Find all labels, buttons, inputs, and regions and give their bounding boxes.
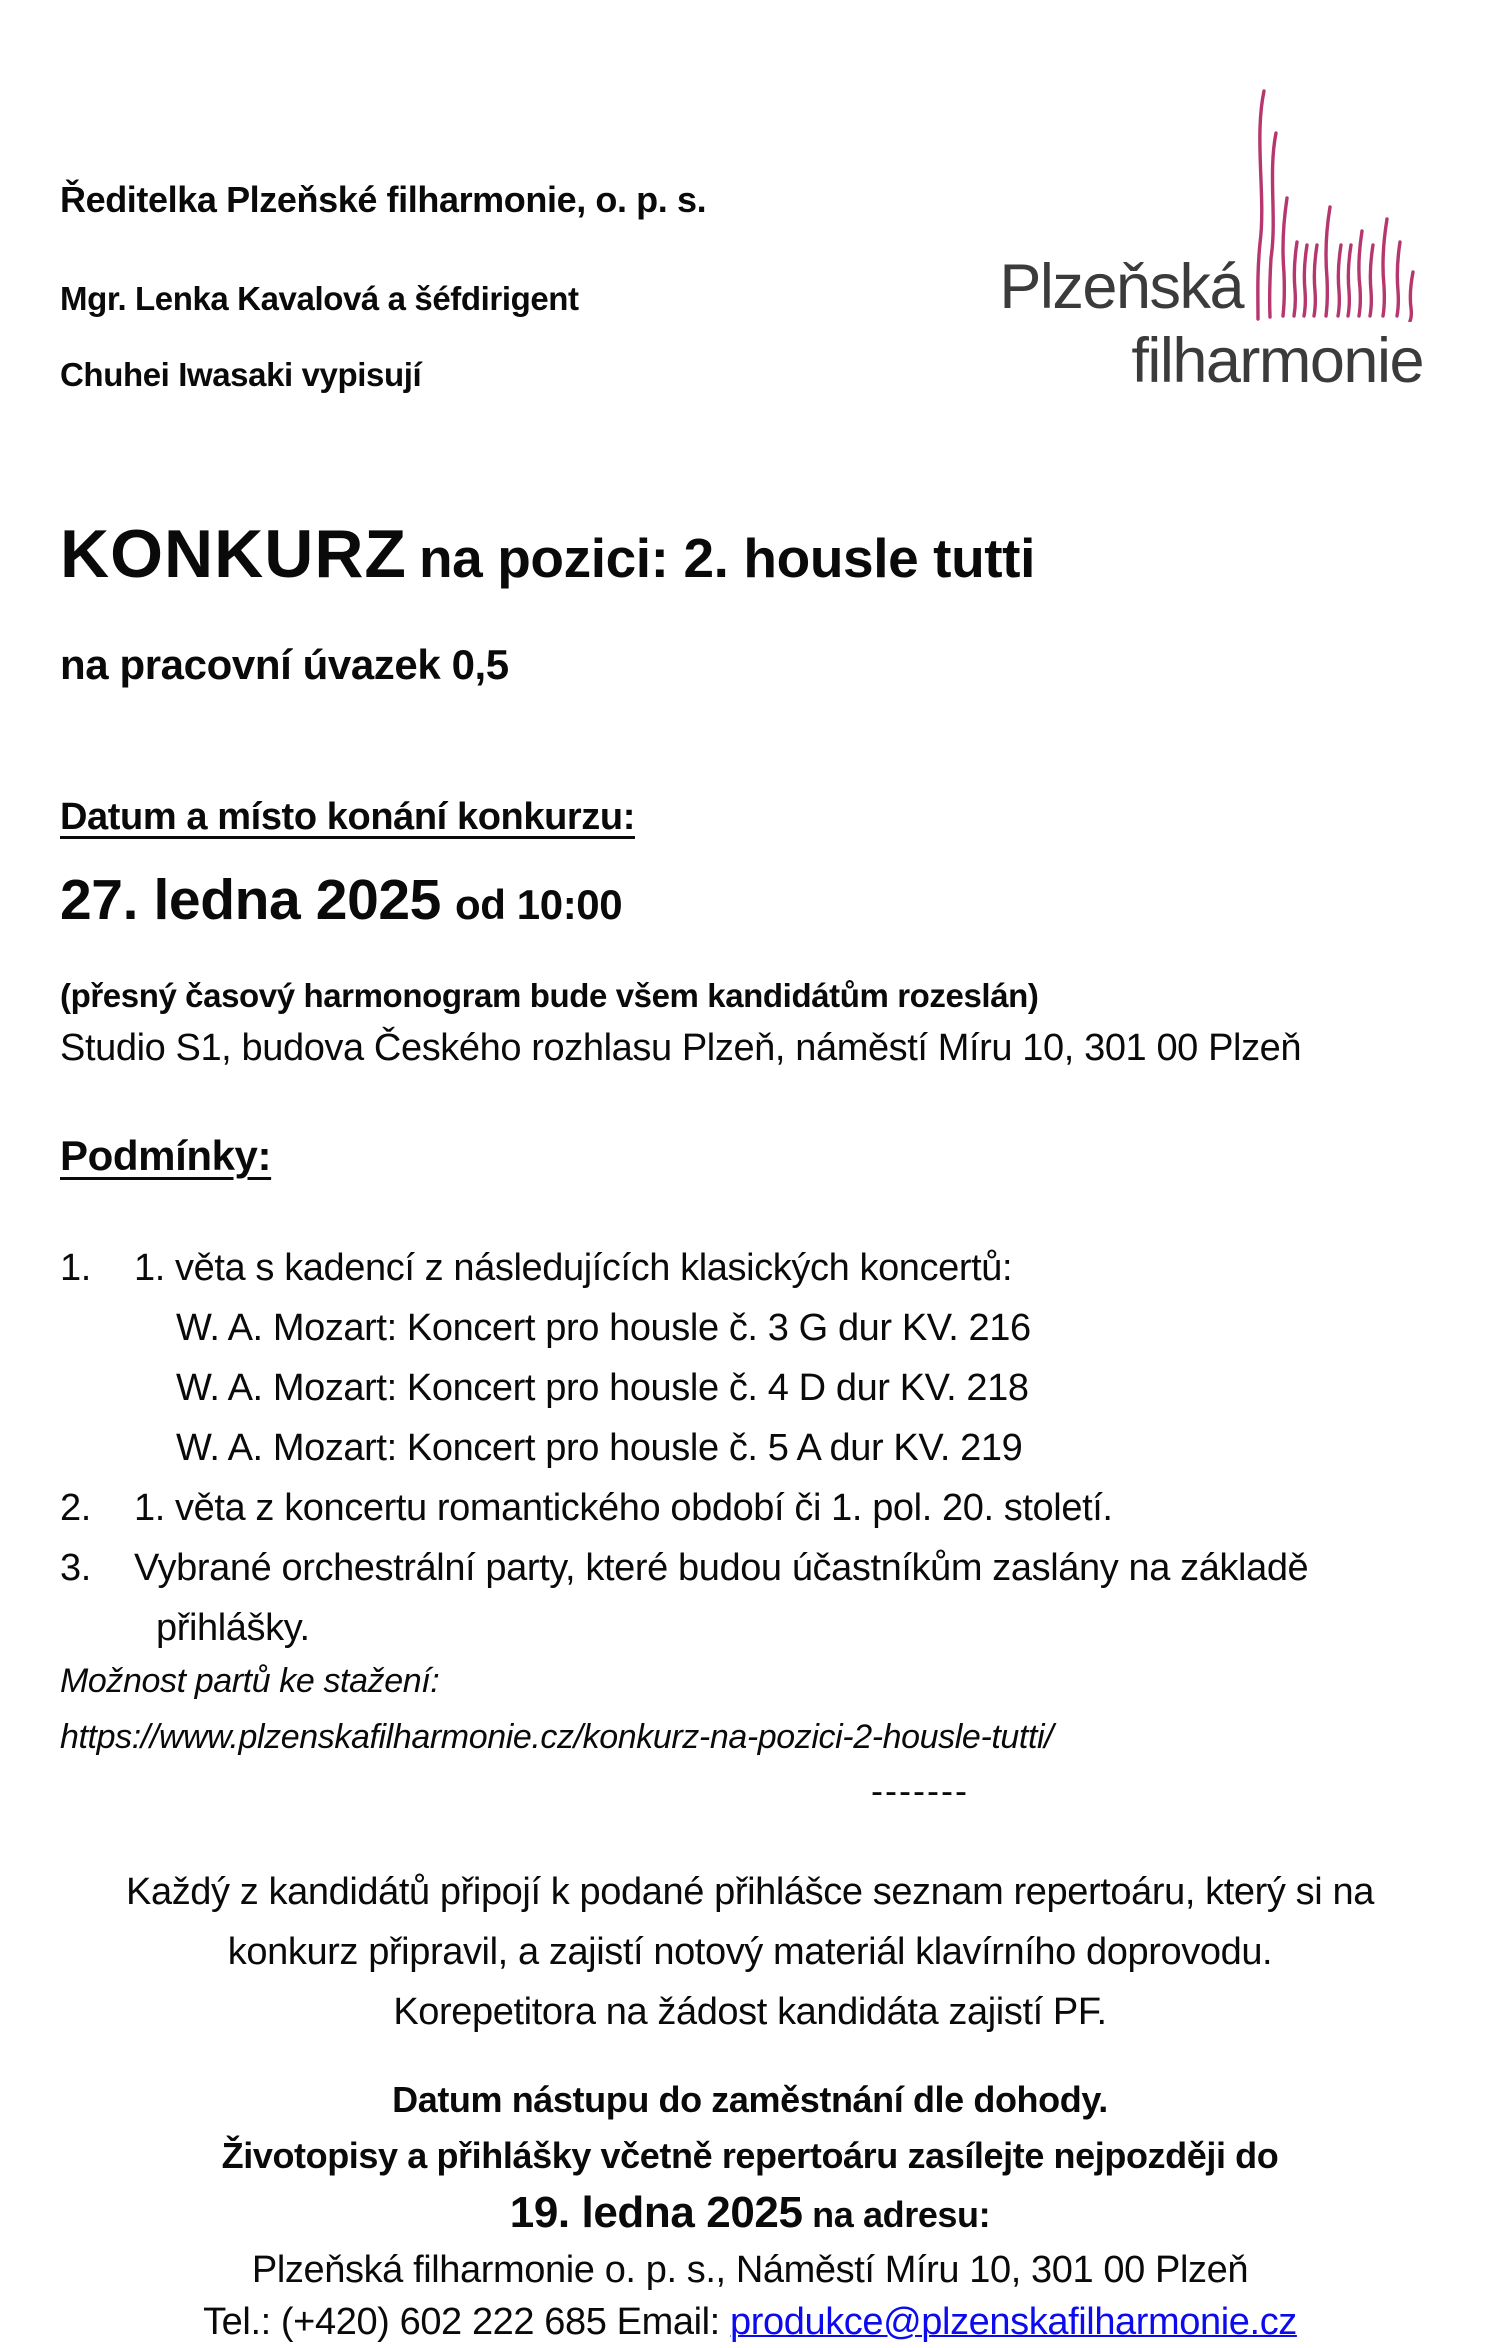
audition-date-line <box>60 867 1440 948</box>
list-item <box>60 1238 1440 1478</box>
deadline-line <box>60 2184 1440 2244</box>
deadline-date: 19. ledna 2025 <box>509 2188 803 2237</box>
logo-waves-icon <box>1250 88 1422 322</box>
schedule-note: (přesný časový harmonogram bude všem kandidátům rozeslán) <box>60 977 1039 1014</box>
logo-text-plzenska: Plzeňská <box>999 252 1243 322</box>
audition-time: od 10:00 <box>455 881 623 928</box>
logo <box>1000 60 1445 395</box>
title-subtitle-workload: na pracovní úvazek 0,5 <box>60 641 509 688</box>
list-item-text: 1. věta s kadencí z následujících klasických koncertů: <box>134 1247 1013 1289</box>
repertoire-line: W. A. Mozart: Koncert pro housle č. 5 A dur KV. 219 <box>176 1427 1023 1469</box>
paragraph-line: Korepetitora na žádost kandidáta zajistí PF. <box>393 1991 1107 2033</box>
page-title <box>60 513 1440 607</box>
footer <box>60 2072 1440 2348</box>
audition-date: 27. ledna 2025 <box>60 868 441 932</box>
application-paragraph <box>60 1862 1440 2042</box>
paragraph-line: Každý z kandidátů připojí k podané přihlášce seznam repertoáru, který si na <box>126 1871 1374 1913</box>
contact-line <box>60 2296 1440 2348</box>
download-label: Možnost partů ke stažení: <box>60 1662 440 1700</box>
repertoire-line: W. A. Mozart: Koncert pro housle č. 3 G dur KV. 216 <box>176 1307 1031 1349</box>
list-item-number: 2. <box>60 1487 91 1529</box>
postal-address-line: Plzeňská filharmonie o. p. s., Náměstí Míru 10, 301 00 Plzeň <box>251 2249 1249 2291</box>
list-item-body <box>134 1238 1440 1478</box>
download-url: https://www.plzenskafilharmonie.cz/konkurz-na-pozici-2-housle-tutti/ <box>60 1718 1054 1756</box>
repertoire-line: W. A. Mozart: Koncert pro housle č. 4 D dur KV. 218 <box>176 1367 1029 1409</box>
start-date-line: Datum nástupu do zaměstnání dle dohody. <box>392 2079 1108 2120</box>
title-konkurz: KONKURZ <box>60 516 407 592</box>
dash-separator: ------- <box>871 1770 969 1811</box>
list-item-text: Vybrané orchestrální party, které budou účastníkům zaslány na základě <box>134 1547 1309 1589</box>
title-position: na pozici: 2. housle tutti <box>418 527 1035 589</box>
deadline-suffix: na adresu: <box>802 2194 991 2235</box>
list-item-body <box>134 1478 1440 1538</box>
list-item <box>60 1538 1440 1658</box>
list-item-text: 1. věta z koncertu romantického období či 1. pol. 20. století. <box>134 1487 1113 1529</box>
list-item-body <box>134 1538 1440 1658</box>
venue-line: Studio S1, budova Českého rozhlasu Plzeň, náměstí Míru 10, 301 00 Plzeň <box>60 1027 1302 1069</box>
paragraph-line: konkurz připravil, a zajistí notový materiál klavírního doprovodu. <box>227 1931 1273 1973</box>
logo-text-filharmonie: filharmonie <box>1131 326 1423 396</box>
phone-label: Tel.: (+420) 602 222 685 Email: <box>203 2301 730 2343</box>
list-item-continuation: přihlášky. <box>156 1607 310 1649</box>
submission-line: Životopisy a přihlášky včetně repertoáru zasílejte nejpozději do <box>221 2135 1279 2176</box>
conditions-heading: Podmínky: <box>60 1132 272 1179</box>
letterhead-director-line: Ředitelka Plzeňské filharmonie, o. p. s. <box>60 179 707 220</box>
email-link[interactable]: produkce@plzenskafilharmonie.cz <box>730 2301 1297 2343</box>
letterhead-names-line: Mgr. Lenka Kavalová a šéfdirigent <box>60 280 579 317</box>
date-place-heading: Datum a místo konání konkurzu: <box>60 796 635 838</box>
list-item-number: 3. <box>60 1547 91 1589</box>
conditions-list <box>60 1238 1440 1658</box>
list-item-number: 1. <box>60 1247 91 1289</box>
letterhead-announce-line: Chuhei Iwasaki vypisují <box>60 356 422 393</box>
list-item <box>60 1478 1440 1538</box>
